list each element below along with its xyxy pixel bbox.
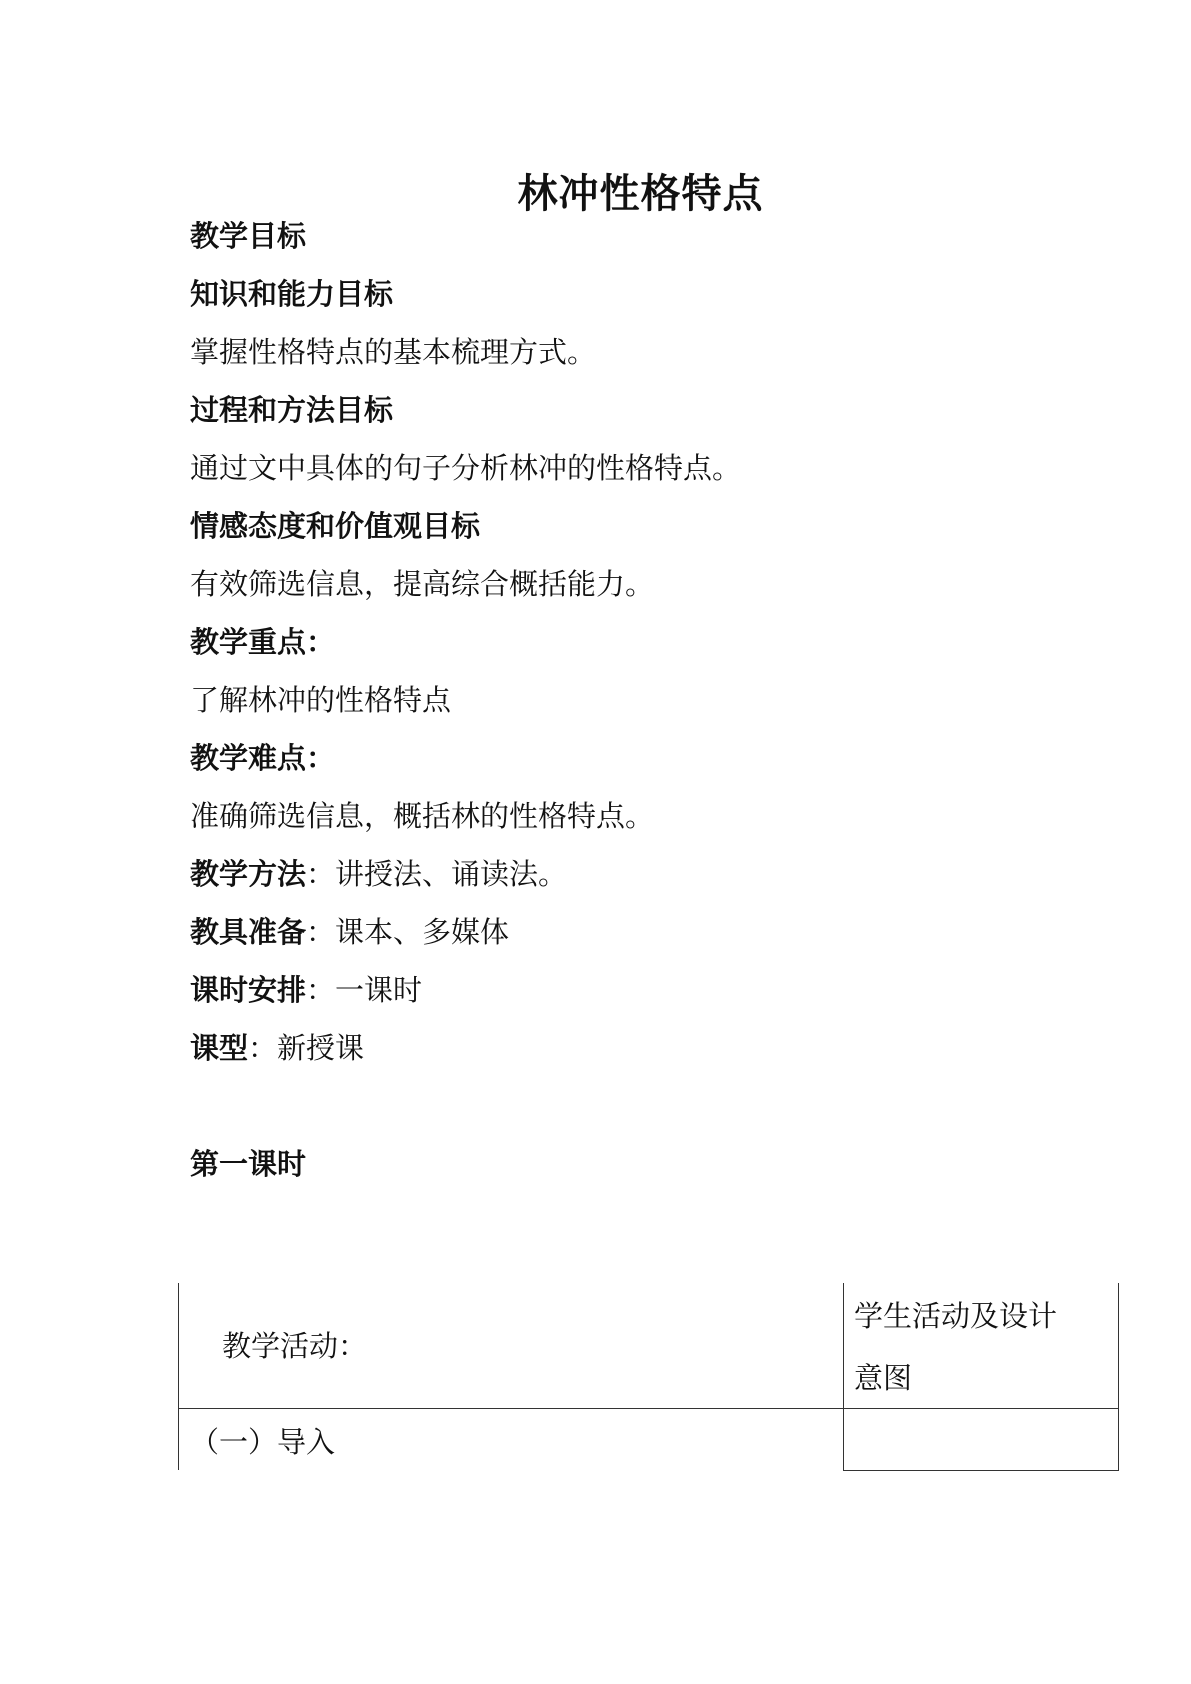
type-label: 课型 (190, 1031, 249, 1065)
schedule-label: 课时安排 (190, 973, 307, 1007)
difficulty-heading: 教学难点： (190, 741, 336, 775)
method-value: ：讲授法、诵读法。 (306, 857, 568, 891)
table-header-right-line1: 学生活动及设计 (854, 1299, 1058, 1333)
document-title: 林冲性格特点 (517, 171, 764, 217)
table-row1-left: （一）导入 (190, 1425, 336, 1459)
table-bottom-right-border (843, 1470, 1119, 1471)
process-text: 通过文中具体的句子分析林冲的性格特点。 (190, 451, 742, 485)
objectives-heading: 教学目标 (190, 219, 307, 253)
key-point-heading: 教学重点： (190, 625, 336, 659)
table-header-left: 教学活动： (222, 1329, 368, 1363)
emotion-text: 有效筛选信息，提高综合概括能力。 (190, 567, 655, 601)
knowledge-heading: 知识和能力目标 (190, 277, 394, 311)
emotion-heading: 情感态度和价值观目标 (190, 509, 481, 543)
tools-label: 教具准备 (190, 915, 307, 949)
lesson-heading: 第一课时 (190, 1147, 307, 1181)
table-header-right-line2: 意图 (854, 1361, 913, 1395)
tools-line (190, 914, 509, 950)
table-border-left (178, 1283, 179, 1470)
type-value: ：新授课 (248, 1031, 365, 1065)
process-heading: 过程和方法目标 (190, 393, 394, 427)
type-line (190, 1030, 364, 1066)
method-label: 教学方法 (190, 857, 307, 891)
tools-value: ：课本、多媒体 (306, 915, 510, 949)
key-point-text: 了解林冲的性格特点 (190, 683, 452, 717)
table-border-right (1118, 1283, 1119, 1470)
schedule-value: ：一课时 (306, 973, 423, 1007)
table-border-middle (843, 1283, 844, 1470)
table-row-divider (178, 1408, 1119, 1409)
schedule-line (190, 972, 422, 1008)
method-line (190, 856, 567, 892)
knowledge-text: 掌握性格特点的基本梳理方式。 (190, 335, 597, 369)
difficulty-text: 准确筛选信息，概括林的性格特点。 (190, 799, 655, 833)
